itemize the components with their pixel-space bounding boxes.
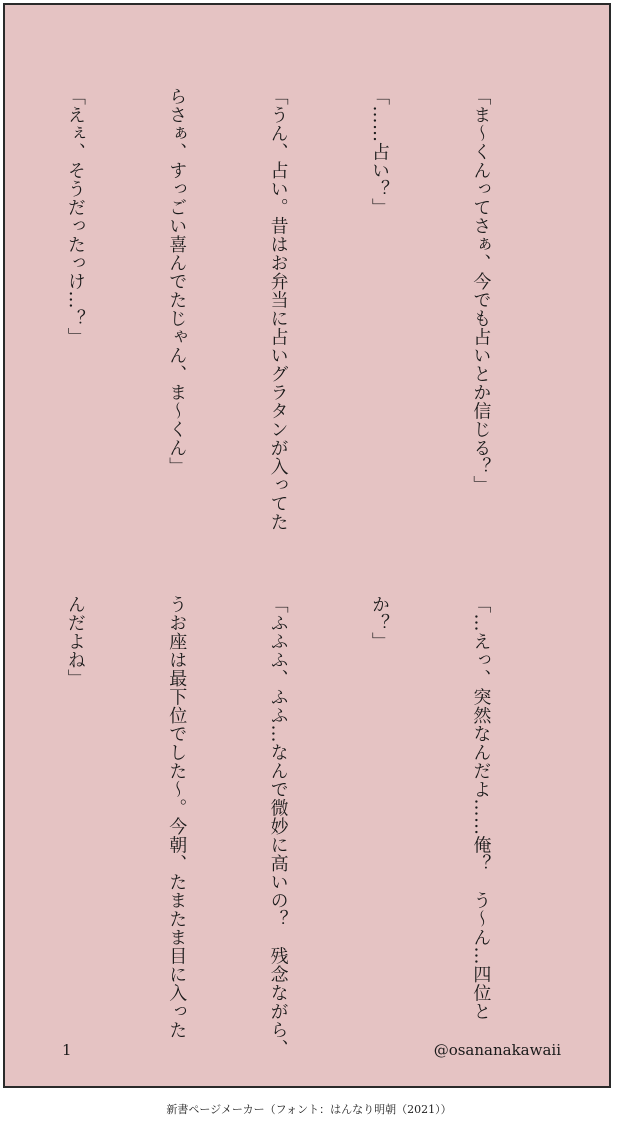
text-line: らさぁ、すっごい喜んでたじゃん、ま〜くん」 — [166, 87, 188, 476]
text-line: うお座は最下位でした〜。今朝、たまたま目に入った — [166, 595, 188, 1039]
upper-text-block — [0, 87, 565, 531]
text-line: 「うん、占い。昔はお弁当に占いグラタンが入ってた — [267, 87, 289, 531]
text-line: 「えぇ、そうだったっけ…？」 — [64, 87, 86, 346]
text-line: か？」 — [369, 595, 391, 651]
text-line: んだよね」 — [64, 595, 86, 688]
text-line: 「……占い？」 — [369, 87, 391, 217]
text-line: 「…えっ、突然なんだよ……俺？ う〜ん…四位と — [470, 595, 492, 1021]
generator-caption: 新書ページメーカー（フォント：はんなり明朝（2021）） — [166, 1103, 452, 1116]
page-number: 1 — [62, 1041, 72, 1059]
novel-page — [3, 3, 611, 1088]
text-line: 「ふふふ、ふふ…なんで微妙に高いの？ 残念ながら、 — [267, 595, 289, 1058]
author-handle: @osananakawaii — [433, 1041, 561, 1059]
text-line: 「ま〜くんってさぁ、今でも占いとか信じる？」 — [470, 87, 492, 494]
